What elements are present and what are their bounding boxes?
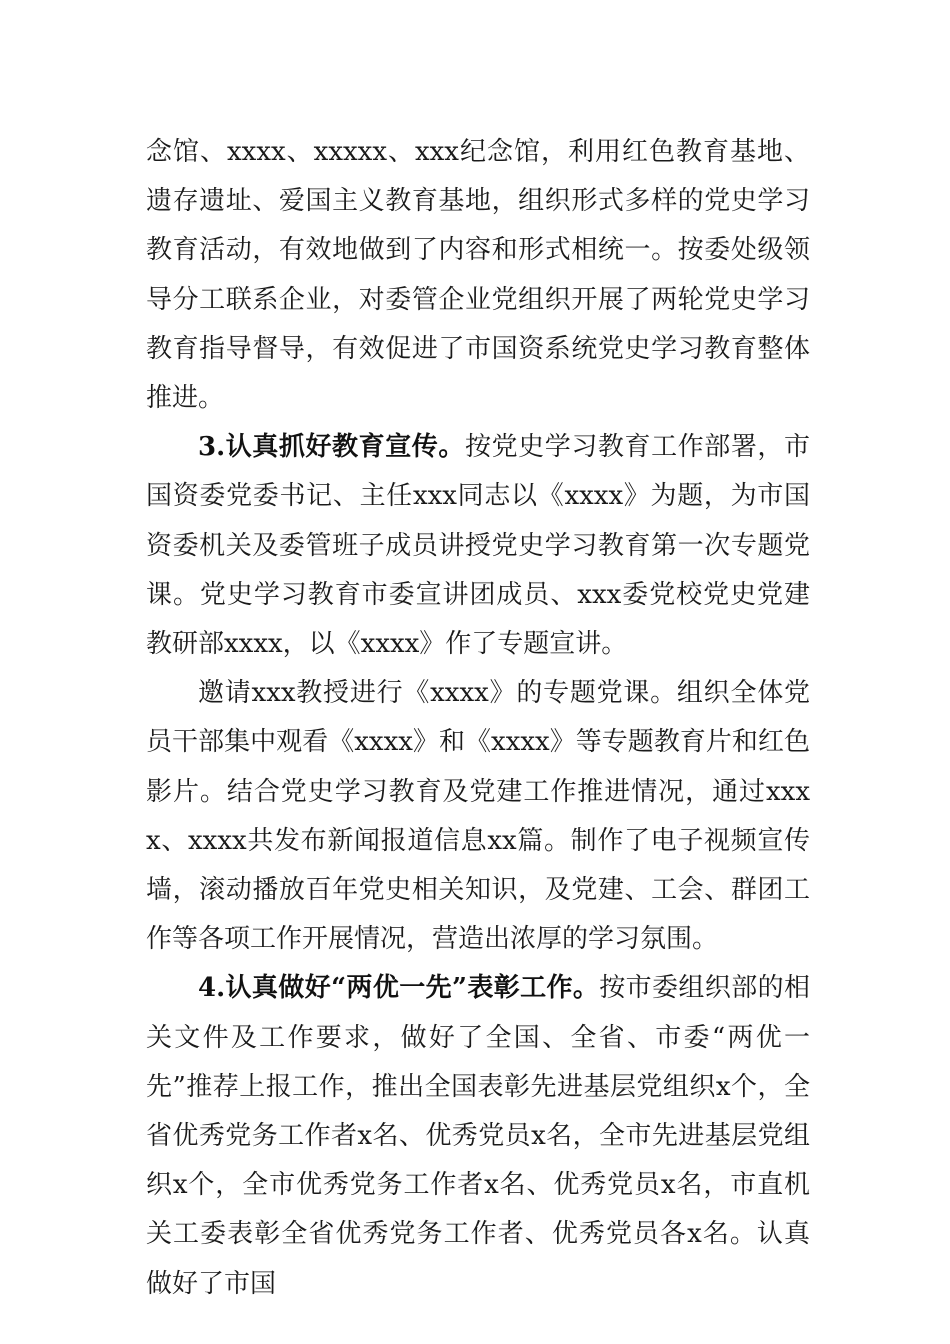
paragraph-2 bbox=[146, 423, 810, 669]
paragraph-4-heading: 4.认真做好“两优一先”表彰工作。 bbox=[198, 973, 600, 1004]
paragraph-2-heading: 3.认真抓好教育宣传。 bbox=[198, 432, 465, 463]
paragraph-1-text: 念馆、xxxx、xxxxx、xxx纪念馆，利用红色教育基地、遗存遗址、爱国主义教育基地，组织形式多样的党史学习教育活动，有效地做到了内容和形式相统一。按委处级领导分工联系企业，对委管企业党组织开展了两轮党史学习教育指导督导，有效促进了市国资系统党史学习教育整体推进。 bbox=[146, 137, 810, 414]
paragraph-4-text: 按市委组织部的相关文件及工作要求，做好了全国、全省、市委“两优一先”推荐上报工作，推出全国表彰先进基层党组织x个，全省优秀党务工作者x名、优秀党员x名，全市先进基层党组织x个，全市优秀党务工作者x名、优秀党员x名，市直机关工委表彰全省优秀党务工作者、优秀党员各x名。认真做好了市国 bbox=[146, 973, 810, 1299]
paragraph-2-text: 按党史学习教育工作部署，市国资委党委书记、主任xxx同志以《xxxx》为题，为市国资委机关及委管班子成员讲授党史学习教育第一次专题党课。党史学习教育市委宣讲团成员、xxx委党校党史党建教研部xxxx，以《xxxx》作了专题宣讲。 bbox=[146, 432, 810, 660]
document-body bbox=[146, 128, 810, 1309]
paragraph-3 bbox=[146, 669, 810, 964]
paragraph-1 bbox=[146, 128, 810, 423]
paragraph-3-text: 邀请xxx教授进行《xxxx》的专题党课。组织全体党员干部集中观看《xxxx》和《xxxx》等专题教育片和红色影片。结合党史学习教育及党建工作推进情况，通过xxxx、xxxx共发布新闻报道信息xx篇。制作了电子视频宣传墙，滚动播放百年党史相关知识，及党建、工会、群团工作等各项工作开展情况，营造出浓厚的学习氛围。 bbox=[146, 678, 810, 955]
paragraph-4 bbox=[146, 964, 810, 1308]
